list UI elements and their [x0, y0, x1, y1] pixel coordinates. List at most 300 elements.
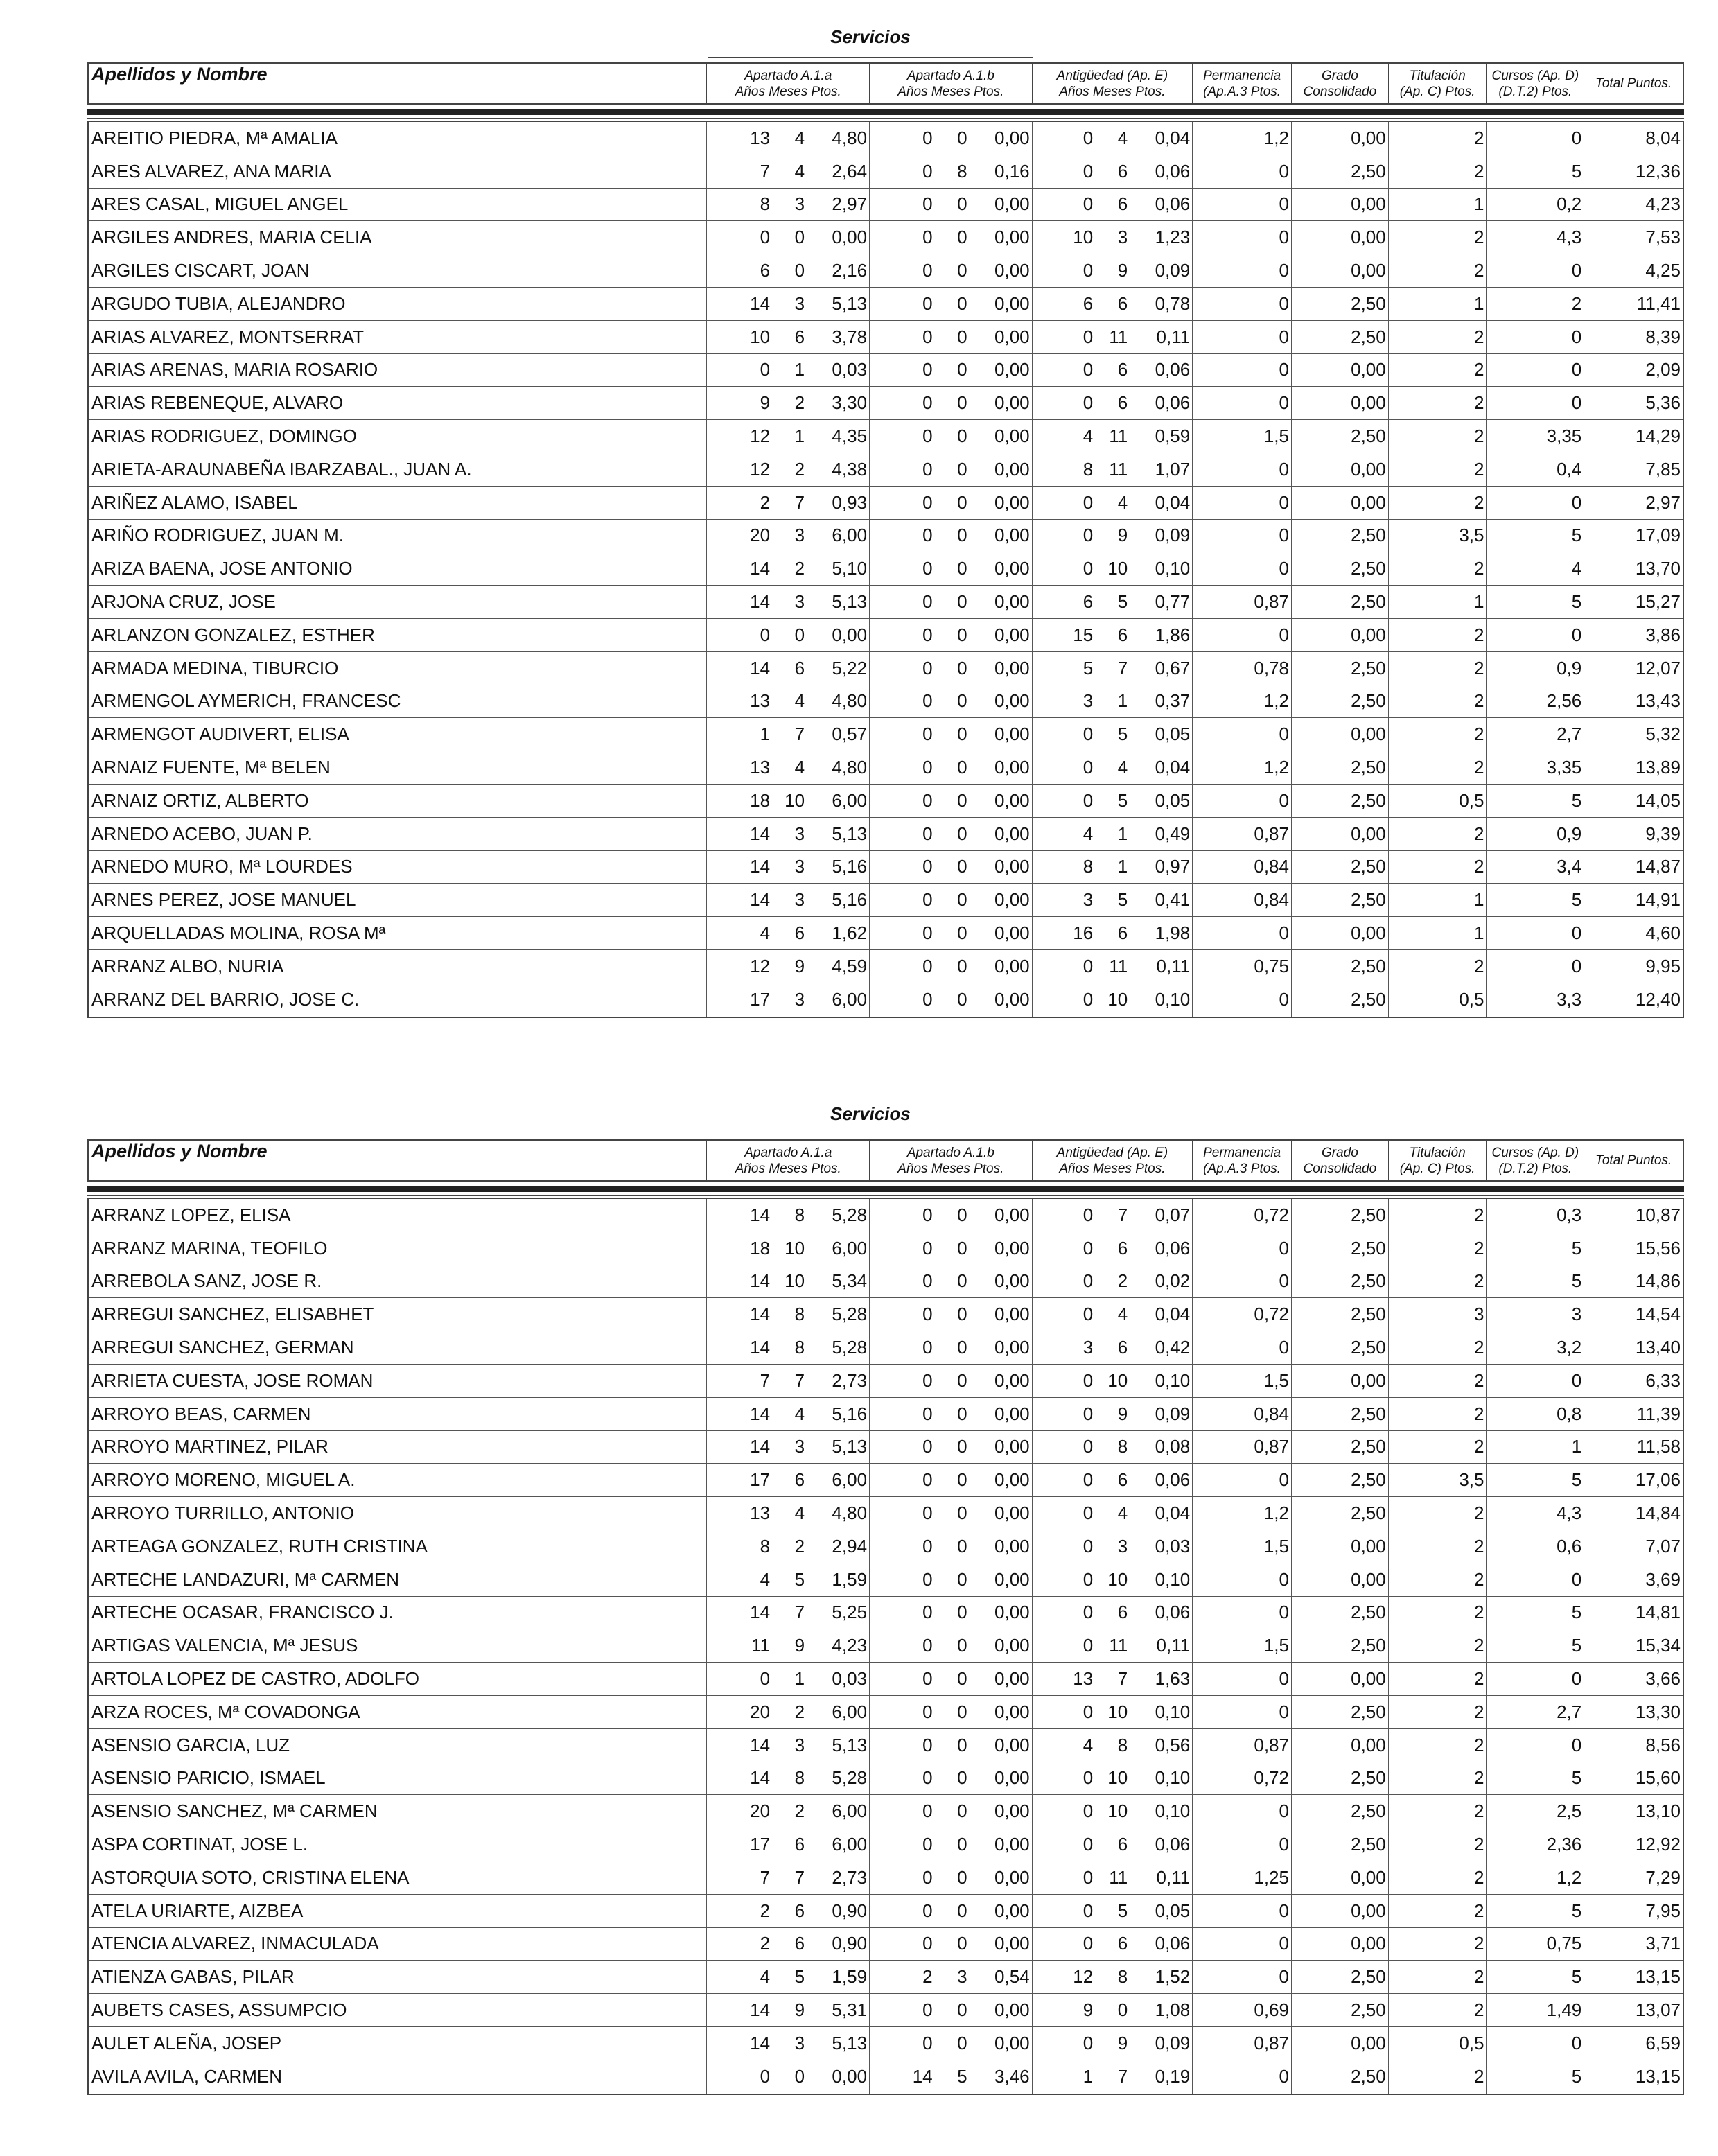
- cell-a1a: [707, 1795, 870, 1828]
- cell-a1a: [707, 1895, 870, 1927]
- header-total: [1584, 1141, 1683, 1180]
- cell-a1a-years: 12: [750, 955, 771, 976]
- cell-titulacion: 2: [1389, 1928, 1487, 1961]
- cell-permanencia: 0,87: [1193, 818, 1292, 850]
- cell-a1a-months: 7: [794, 491, 805, 513]
- cell-titulacion: 2: [1389, 1663, 1487, 1695]
- cell-a1a: [707, 1762, 870, 1795]
- cell-a1b-points: 0,00: [994, 491, 1030, 513]
- cell-a1b: [870, 1365, 1033, 1397]
- cell-a1b-months: 0: [957, 392, 967, 414]
- cell-antiguedad-years: 0: [1082, 1304, 1094, 1325]
- cell-grado: 2,50: [1292, 1431, 1389, 1464]
- cell-grado: 0,00: [1292, 122, 1389, 155]
- cell-antiguedad-months: 5: [1117, 724, 1128, 745]
- header-rule-thin: [87, 118, 1684, 119]
- cell-permanencia: 0: [1193, 1464, 1292, 1496]
- cell-name: ATIENZA GABAS, PILAR: [89, 1961, 707, 1993]
- cell-name: ARRIETA CUESTA, JOSE ROMAN: [89, 1365, 707, 1397]
- cell-a1b-months: 3: [957, 1966, 967, 1988]
- cell-a1a-years: 14: [750, 1204, 771, 1225]
- cell-a1a: [707, 520, 870, 552]
- servicios-label: Servicios: [830, 26, 911, 47]
- cell-a1b-months: 0: [957, 690, 967, 712]
- cell-antiguedad-points: 0,09: [1155, 260, 1191, 281]
- cell-grado: 2,50: [1292, 950, 1389, 983]
- cell-antiguedad: [1033, 751, 1193, 784]
- cell-a1b-months: 0: [957, 1834, 967, 1855]
- cell-titulacion: 2: [1389, 1762, 1487, 1795]
- cell-a1a-months: 6: [794, 657, 805, 678]
- table-row: [89, 917, 1683, 950]
- cell-a1a-years: 14: [750, 823, 771, 844]
- cell-cursos: 2,7: [1487, 1696, 1584, 1728]
- cell-a1a-points: 5,28: [832, 1767, 868, 1789]
- cell-a1b-points: 0,00: [994, 458, 1030, 480]
- cell-a1b-years: 0: [922, 1369, 933, 1391]
- cell-antiguedad-months: 6: [1117, 160, 1128, 182]
- cell-a1a-points: 6,00: [832, 525, 868, 546]
- cell-cursos: 3: [1487, 1298, 1584, 1331]
- cell-antiguedad-years: 0: [1082, 1535, 1094, 1557]
- cell-antiguedad-months: 4: [1117, 491, 1128, 513]
- cell-permanencia: 1,2: [1193, 751, 1292, 784]
- cell-a1b-months: 0: [957, 1800, 967, 1822]
- cell-a1a-points: 5,13: [832, 292, 868, 314]
- cell-a1b-points: 0,00: [994, 260, 1030, 281]
- cell-total: 12,07: [1635, 657, 1681, 678]
- cell-cursos: 4,3: [1487, 1497, 1584, 1530]
- cell-a1a: [707, 1497, 870, 1530]
- cell-a1a-points: 6,00: [832, 1834, 868, 1855]
- cell-a1b: [870, 387, 1033, 419]
- cell-a1b: [870, 685, 1033, 718]
- cell-grado: 0,00: [1292, 189, 1389, 221]
- cell-titulacion: 2: [1389, 1497, 1487, 1530]
- cell-name: ARRANZ ALBO, NURIA: [89, 950, 707, 983]
- cell-name: ARGUDO TUBIA, ALEJANDRO: [89, 288, 707, 320]
- cell-a1b-years: 0: [922, 326, 933, 347]
- cell-a1a: [707, 586, 870, 618]
- cell-grado: 2,50: [1292, 884, 1389, 916]
- cell-a1b: [870, 1663, 1033, 1695]
- table-row: [89, 1232, 1683, 1265]
- cell-total: 7,85: [1645, 458, 1681, 480]
- cell-antiguedad: [1033, 1795, 1193, 1828]
- cell-grado: 2,50: [1292, 1199, 1389, 1232]
- header-grado-line2: Consolidado: [1303, 1161, 1377, 1176]
- cell-name: ARIÑEZ ALAMO, ISABEL: [89, 487, 707, 519]
- cell-a1a: [707, 288, 870, 320]
- cell-antiguedad: [1033, 552, 1193, 585]
- header-name-label: Apellidos y Nombre: [91, 1141, 268, 1162]
- cell-cursos: 0: [1487, 321, 1584, 353]
- cell-cursos: 4,3: [1487, 221, 1584, 254]
- cell-a1b-years: 0: [922, 1800, 933, 1822]
- cell-name: ASTORQUIA SOTO, CRISTINA ELENA: [89, 1861, 707, 1894]
- cell-a1a-years: 17: [750, 989, 771, 1010]
- cell-a1b: [870, 1795, 1033, 1828]
- cell-a1a: [707, 1663, 870, 1695]
- cell-titulacion: 2: [1389, 2060, 1487, 2094]
- cell-cursos: 5: [1487, 1762, 1584, 1795]
- cell-titulacion: 2: [1389, 387, 1487, 419]
- header-a1a: [707, 1141, 870, 1180]
- cell-a1a-years: 2: [760, 1933, 771, 1954]
- cell-a1b-months: 0: [957, 591, 967, 613]
- cell-antiguedad-years: 8: [1082, 856, 1094, 877]
- cell-a1b-years: 0: [922, 260, 933, 281]
- cell-cursos: 0: [1487, 354, 1584, 387]
- cell-a1b-months: 0: [957, 856, 967, 877]
- header-perm-line1: Permanencia: [1203, 68, 1281, 83]
- cell-antiguedad-months: 6: [1117, 193, 1128, 215]
- cell-a1b-points: 0,00: [994, 1767, 1030, 1789]
- cell-titulacion: 0,5: [1389, 785, 1487, 817]
- cell-a1b-years: 0: [922, 955, 933, 976]
- cell-antiguedad-months: 0: [1117, 1999, 1128, 2021]
- cell-a1a-points: 4,38: [832, 458, 868, 480]
- cell-a1a-points: 1,59: [832, 1966, 868, 1988]
- cell-a1a-points: 4,35: [832, 426, 868, 447]
- cell-a1b-months: 0: [957, 1369, 967, 1391]
- cell-a1a-months: 2: [794, 558, 805, 579]
- cell-grado: 2,50: [1292, 983, 1389, 1017]
- cell-a1a-points: 6,00: [832, 1237, 868, 1259]
- cell-a1a-points: 6,00: [832, 1800, 868, 1822]
- cell-total: 14,87: [1635, 856, 1681, 877]
- cell-name: ARNAIZ ORTIZ, ALBERTO: [89, 785, 707, 817]
- cell-total: 13,15: [1635, 2066, 1681, 2087]
- cell-name: ARROYO TURRILLO, ANTONIO: [89, 1497, 707, 1530]
- cell-cursos: 0: [1487, 950, 1584, 983]
- cell-a1a-years: 0: [760, 359, 771, 380]
- cell-antiguedad-years: 0: [1082, 724, 1094, 745]
- cell-a1a: [707, 1199, 870, 1232]
- cell-a1b-years: 0: [922, 1568, 933, 1590]
- table-row: [89, 983, 1683, 1017]
- table-row: [89, 1762, 1683, 1796]
- table-row: [89, 2060, 1683, 2094]
- cell-name: ARTIGAS VALENCIA, Mª JESUS: [89, 1629, 707, 1662]
- cell-a1b-points: 0,00: [994, 558, 1030, 579]
- header-a1a-line1: Apartado A.1.a: [744, 1145, 832, 1160]
- cell-permanencia: 0,87: [1193, 2027, 1292, 2060]
- cell-grado: 0,00: [1292, 818, 1389, 850]
- cell-a1a-months: 3: [794, 889, 805, 911]
- cell-a1a-months: 4: [794, 160, 805, 182]
- cell-a1b-years: 0: [922, 1701, 933, 1722]
- cell-antiguedad-months: 9: [1117, 1403, 1128, 1424]
- cell-titulacion: 2: [1389, 122, 1487, 155]
- cell-a1b-years: 0: [922, 789, 933, 811]
- cell-name: ARIÑO RODRIGUEZ, JUAN M.: [89, 520, 707, 552]
- cell-a1b-years: 0: [922, 558, 933, 579]
- cell-a1b-points: 0,00: [994, 624, 1030, 645]
- cell-titulacion: 1: [1389, 884, 1487, 916]
- cell-total: 10,87: [1635, 1204, 1681, 1225]
- cell-permanencia: 0: [1193, 487, 1292, 519]
- cell-a1b: [870, 785, 1033, 817]
- table-row: [89, 221, 1683, 254]
- cell-antiguedad-months: 7: [1117, 657, 1128, 678]
- cell-a1b-months: 0: [957, 757, 967, 778]
- cell-permanencia: 0,87: [1193, 1729, 1292, 1762]
- cell-a1b: [870, 1199, 1033, 1232]
- cell-a1a-points: 2,64: [832, 160, 868, 182]
- table-row: [89, 1597, 1683, 1630]
- cell-permanencia: 0: [1193, 221, 1292, 254]
- cell-grado: 2,50: [1292, 1331, 1389, 1364]
- cell-cursos: 0,3: [1487, 1199, 1584, 1232]
- cell-a1b-points: 0,00: [994, 1866, 1030, 1888]
- cell-cursos: 5: [1487, 1232, 1584, 1265]
- table-row: [89, 586, 1683, 619]
- cell-permanencia: 0: [1193, 387, 1292, 419]
- cell-antiguedad-years: 0: [1082, 989, 1094, 1010]
- cell-antiguedad-years: 0: [1082, 525, 1094, 546]
- cell-grado: 2,50: [1292, 1464, 1389, 1496]
- cell-titulacion: 2: [1389, 1828, 1487, 1861]
- cell-cursos: 0,9: [1487, 818, 1584, 850]
- cell-antiguedad-points: 0,49: [1155, 823, 1191, 844]
- cell-a1a-months: 4: [794, 690, 805, 712]
- cell-a1a-months: 3: [794, 989, 805, 1010]
- cell-a1a-years: 10: [750, 326, 771, 347]
- cell-a1a: [707, 122, 870, 155]
- cell-total: 9,95: [1645, 955, 1681, 976]
- cell-a1b-years: 0: [922, 1436, 933, 1457]
- cell-antiguedad-months: 3: [1117, 1535, 1128, 1557]
- cell-a1b-points: 0,00: [994, 326, 1030, 347]
- cell-antiguedad-months: 1: [1117, 856, 1128, 877]
- cell-cursos: 5: [1487, 785, 1584, 817]
- cell-titulacion: 2: [1389, 619, 1487, 651]
- cell-a1a: [707, 1563, 870, 1596]
- cell-a1a-months: 5: [794, 1568, 805, 1590]
- cell-antiguedad-points: 0,10: [1155, 1800, 1191, 1822]
- cell-titulacion: 2: [1389, 552, 1487, 585]
- cell-grado: 0,00: [1292, 453, 1389, 486]
- cell-grado: 0,00: [1292, 2027, 1389, 2060]
- cell-a1b-points: 0,00: [994, 1668, 1030, 1690]
- cell-antiguedad-months: 6: [1117, 1337, 1128, 1358]
- cell-antiguedad: [1033, 917, 1193, 949]
- table-row: [89, 884, 1683, 917]
- cell-a1a-years: 12: [750, 458, 771, 480]
- cell-cursos: 0,6: [1487, 1530, 1584, 1563]
- cell-a1b-years: 0: [922, 1668, 933, 1690]
- header-rule-thick: [87, 109, 1684, 115]
- cell-a1b-points: 0,00: [994, 1535, 1030, 1557]
- cell-a1b-points: 0,00: [994, 1270, 1030, 1292]
- table-row: [89, 354, 1683, 387]
- cell-total: 15,60: [1635, 1767, 1681, 1789]
- cell-a1b: [870, 1398, 1033, 1430]
- cell-name: ARNAIZ FUENTE, Mª BELEN: [89, 751, 707, 784]
- cell-a1a-months: 10: [785, 1237, 805, 1259]
- cell-permanencia: 0: [1193, 917, 1292, 949]
- cell-antiguedad: [1033, 983, 1193, 1017]
- table-row: [89, 1629, 1683, 1663]
- cell-cursos: 5: [1487, 1961, 1584, 1993]
- cell-a1a-years: 4: [760, 1568, 771, 1590]
- cell-a1a-months: 1: [794, 426, 805, 447]
- cell-antiguedad-years: 0: [1082, 955, 1094, 976]
- cell-antiguedad: [1033, 685, 1193, 718]
- cell-permanencia: 0: [1193, 619, 1292, 651]
- cell-total: 14,29: [1635, 426, 1681, 447]
- cell-a1b-years: 0: [922, 1602, 933, 1623]
- cell-antiguedad-months: 8: [1117, 1734, 1128, 1755]
- header-name: [89, 1141, 707, 1180]
- cell-a1b-years: 0: [922, 922, 933, 944]
- cell-permanencia: 1,2: [1193, 1497, 1292, 1530]
- cell-a1b-points: 0,00: [994, 1900, 1030, 1921]
- cell-a1a-points: 4,59: [832, 955, 868, 976]
- cell-cursos: 2: [1487, 288, 1584, 320]
- cell-antiguedad-points: 0,06: [1155, 1469, 1191, 1491]
- cell-titulacion: 2: [1389, 818, 1487, 850]
- cell-a1a-months: 0: [794, 2066, 805, 2087]
- cell-a1b-points: 0,00: [994, 989, 1030, 1010]
- cell-a1b-points: 0,00: [994, 292, 1030, 314]
- cell-titulacion: 2: [1389, 1861, 1487, 1894]
- cell-a1b-points: 0,00: [994, 1734, 1030, 1755]
- cell-a1a-months: 3: [794, 823, 805, 844]
- cell-a1a-years: 14: [750, 1270, 771, 1292]
- cell-a1a-months: 0: [794, 260, 805, 281]
- cell-a1a-points: 0,90: [832, 1900, 868, 1921]
- cell-name: ARIETA-ARAUNABEÑA IBARZABAL., JUAN A.: [89, 453, 707, 486]
- cell-a1b-months: 0: [957, 789, 967, 811]
- cell-a1a-years: 20: [750, 525, 771, 546]
- cell-titulacion: 2: [1389, 1895, 1487, 1927]
- cell-grado: 2,50: [1292, 785, 1389, 817]
- cell-a1a-points: 5,28: [832, 1204, 868, 1225]
- cell-grado: 2,50: [1292, 1597, 1389, 1629]
- cell-a1b-points: 0,16: [994, 160, 1030, 182]
- cell-a1b-years: 0: [922, 525, 933, 546]
- cell-antiguedad: [1033, 619, 1193, 651]
- cell-a1a-points: 5,16: [832, 1403, 868, 1424]
- table-row: [89, 1497, 1683, 1530]
- cell-antiguedad-points: 0,06: [1155, 193, 1191, 215]
- cell-antiguedad: [1033, 652, 1193, 685]
- cell-permanencia: 0,87: [1193, 1431, 1292, 1464]
- cell-a1a-months: 0: [794, 227, 805, 248]
- cell-a1a-years: 0: [760, 2066, 771, 2087]
- cell-permanencia: 0: [1193, 254, 1292, 287]
- cell-antiguedad-months: 6: [1117, 1237, 1128, 1259]
- cell-a1b: [870, 1696, 1033, 1728]
- cell-grado: 2,50: [1292, 1994, 1389, 2026]
- cell-a1b-years: 0: [922, 757, 933, 778]
- cell-grado: 2,50: [1292, 552, 1389, 585]
- cell-antiguedad-years: 0: [1082, 1933, 1094, 1954]
- cell-a1a-years: 14: [750, 657, 771, 678]
- cell-a1a-points: 5,13: [832, 1734, 868, 1755]
- cell-a1a-years: 14: [750, 1436, 771, 1457]
- header-tot-line1: Total Puntos.: [1595, 76, 1672, 91]
- cell-permanencia: 0: [1193, 1961, 1292, 1993]
- cell-total: 9,39: [1645, 823, 1681, 844]
- cell-a1b: [870, 2027, 1033, 2060]
- header-a1a-line1: Apartado A.1.a: [744, 68, 832, 83]
- cell-a1a-points: 5,16: [832, 856, 868, 877]
- cell-cursos: 0: [1487, 1563, 1584, 1596]
- cell-antiguedad-points: 0,11: [1156, 955, 1191, 976]
- cell-name: ARTECHE LANDAZURI, Mª CARMEN: [89, 1563, 707, 1596]
- cell-antiguedad: [1033, 1298, 1193, 1331]
- cell-name: ARGILES CISCART, JOAN: [89, 254, 707, 287]
- cell-a1b: [870, 1331, 1033, 1364]
- cell-antiguedad-points: 0,37: [1155, 690, 1191, 712]
- header-ant-line1: Antigüedad (Ap. E): [1056, 1145, 1168, 1160]
- cell-antiguedad-points: 0,59: [1155, 426, 1191, 447]
- cell-a1b-years: 0: [922, 359, 933, 380]
- cell-a1a-months: 10: [785, 1270, 805, 1292]
- cell-a1b: [870, 619, 1033, 651]
- header-grado-line1: Grado: [1321, 68, 1358, 83]
- header-grado: [1292, 64, 1389, 103]
- cell-a1a-points: 5,16: [832, 889, 868, 911]
- cell-name: ASENSIO SANCHEZ, Mª CARMEN: [89, 1795, 707, 1828]
- cell-a1b-years: 0: [922, 193, 933, 215]
- cell-a1b-months: 0: [957, 426, 967, 447]
- cell-permanencia: 0: [1193, 1828, 1292, 1861]
- cell-antiguedad: [1033, 420, 1193, 453]
- cell-a1b: [870, 1298, 1033, 1331]
- cell-permanencia: 1,5: [1193, 1365, 1292, 1397]
- cell-antiguedad: [1033, 1563, 1193, 1596]
- cell-antiguedad-years: 13: [1073, 1668, 1094, 1690]
- cell-antiguedad-years: 4: [1082, 823, 1094, 844]
- cell-antiguedad-years: 6: [1082, 292, 1094, 314]
- cell-titulacion: 2: [1389, 155, 1487, 188]
- cell-a1a-months: 3: [794, 193, 805, 215]
- cell-cursos: 1,2: [1487, 1861, 1584, 1894]
- table-row: [89, 1961, 1683, 1994]
- cell-a1a-points: 4,80: [832, 757, 868, 778]
- cell-a1b-months: 0: [957, 1999, 967, 2021]
- cell-antiguedad-months: 11: [1109, 458, 1128, 480]
- cell-antiguedad-months: 10: [1107, 1568, 1128, 1590]
- cell-antiguedad-months: 4: [1117, 757, 1128, 778]
- table-row: [89, 1696, 1683, 1729]
- cell-a1b: [870, 950, 1033, 983]
- cell-permanencia: 0: [1193, 321, 1292, 353]
- cell-total: 13,70: [1635, 558, 1681, 579]
- cell-name: ARRANZ MARINA, TEOFILO: [89, 1232, 707, 1265]
- cell-a1b-years: 0: [922, 1502, 933, 1524]
- cell-antiguedad-years: 0: [1082, 1403, 1094, 1424]
- column-header-row: [87, 62, 1684, 105]
- cell-a1a-years: 2: [760, 1900, 771, 1921]
- cell-antiguedad-years: 0: [1082, 260, 1094, 281]
- cell-a1a-months: 3: [794, 591, 805, 613]
- cell-antiguedad-years: 0: [1082, 160, 1094, 182]
- cell-total: 2,09: [1645, 359, 1681, 380]
- cell-antiguedad-points: 0,04: [1155, 491, 1191, 513]
- cell-a1a: [707, 851, 870, 884]
- cell-a1a-years: 0: [760, 1668, 771, 1690]
- cell-a1b-months: 0: [957, 1866, 967, 1888]
- cell-a1a-months: 3: [794, 525, 805, 546]
- cell-antiguedad-points: 0,02: [1155, 1270, 1191, 1292]
- cell-a1a-points: 2,73: [832, 1369, 868, 1391]
- cell-grado: 0,00: [1292, 1895, 1389, 1927]
